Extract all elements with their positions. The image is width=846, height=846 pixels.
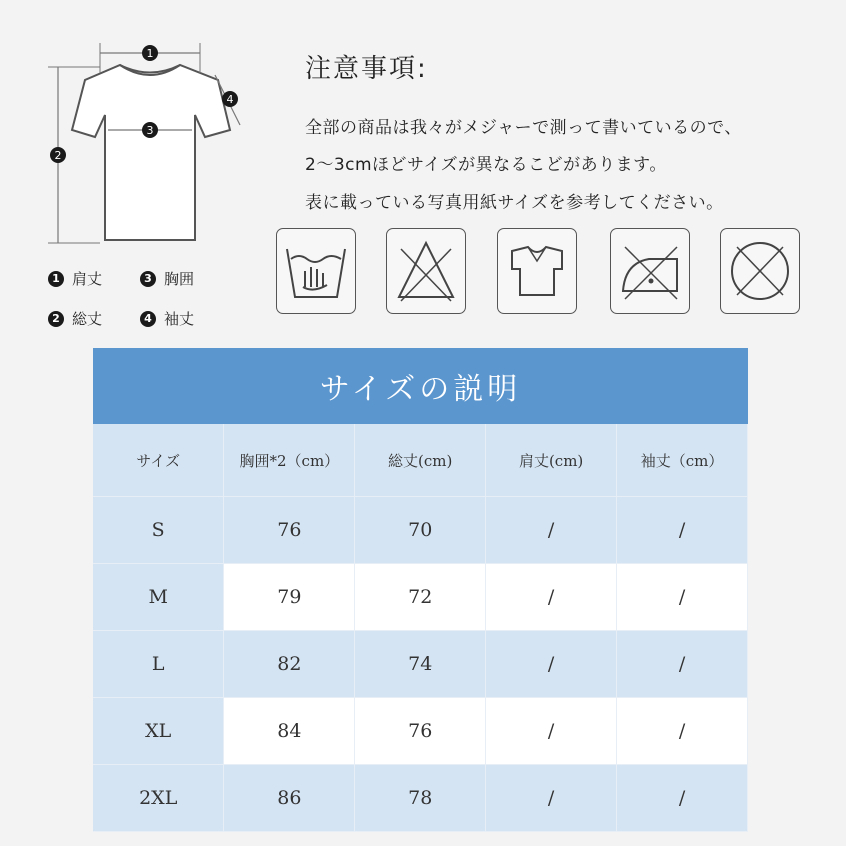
hand-wash-icon — [276, 228, 356, 314]
tshirt-measurement-diagram — [40, 35, 260, 255]
column-header: 総丈(cm) — [355, 424, 486, 497]
table-cell: / — [486, 564, 617, 631]
table-cell: 84 — [224, 698, 355, 765]
legend-item-sleeve — [140, 308, 194, 329]
table-cell: L — [93, 631, 224, 698]
table-cell: XL — [93, 698, 224, 765]
legend-item-shoulder — [48, 268, 102, 289]
svg-text:1: 1 — [146, 47, 154, 60]
size-table — [93, 348, 748, 842]
table-row — [93, 564, 748, 631]
legend-label: 胸囲 — [164, 270, 195, 288]
legend-number: 1 — [48, 271, 64, 287]
legend-item-chest — [140, 268, 194, 289]
table-cell: 86 — [224, 765, 355, 832]
table-cell: 78 — [355, 765, 486, 832]
table-row — [93, 698, 748, 765]
table-cell: 2XL — [93, 765, 224, 832]
svg-text:2: 2 — [54, 149, 62, 162]
legend-label: 袖丈 — [164, 310, 195, 328]
table-row — [93, 765, 748, 832]
table-cell: 79 — [224, 564, 355, 631]
table-cell: / — [617, 765, 748, 832]
svg-text:4: 4 — [226, 93, 234, 106]
marker-2 — [50, 147, 66, 163]
table-cell: 76 — [224, 497, 355, 564]
table-cell: / — [486, 631, 617, 698]
svg-text:3: 3 — [146, 124, 154, 137]
legend-number: 2 — [48, 311, 64, 327]
table-cell: M — [93, 564, 224, 631]
table-cell: / — [486, 497, 617, 564]
table-cell: 70 — [355, 497, 486, 564]
column-header: 肩丈(cm) — [486, 424, 617, 497]
table-cell: / — [617, 564, 748, 631]
legend-number: 4 — [140, 311, 156, 327]
table-cell: 74 — [355, 631, 486, 698]
legend-label: 肩丈 — [72, 270, 103, 288]
no-bleach-icon — [386, 228, 466, 314]
table-cell: / — [617, 497, 748, 564]
dry-flat-icon — [497, 228, 577, 314]
notice-line: 表に載っている写真用紙サイズを参考してください。 — [305, 193, 724, 213]
measurement-legend — [48, 268, 248, 338]
table-row — [93, 497, 748, 564]
legend-number: 3 — [140, 271, 156, 287]
column-header: 袖丈（cm） — [617, 424, 748, 497]
no-tumble-dry-icon — [720, 228, 800, 314]
table-cell: 76 — [355, 698, 486, 765]
legend-item-length — [48, 308, 102, 329]
marker-4 — [222, 91, 238, 107]
table-cell: / — [617, 631, 748, 698]
table-cell: 82 — [224, 631, 355, 698]
size-table-title: サイズの説明 — [93, 348, 748, 424]
notice-title: 注意事項: — [305, 54, 428, 84]
table-cell: / — [486, 698, 617, 765]
table-row — [93, 631, 748, 698]
notice-line: 2〜3cmほどサイズが異なるこどがあります。 — [305, 155, 667, 175]
tshirt-outline-icon — [40, 35, 260, 255]
table-header-row — [93, 424, 748, 497]
column-header: 胸囲*2（cm） — [224, 424, 355, 497]
table-cell: S — [93, 497, 224, 564]
column-header: サイズ — [93, 424, 224, 497]
marker-3 — [142, 122, 158, 138]
legend-label: 総丈 — [72, 310, 103, 328]
no-iron-icon — [610, 228, 690, 314]
notice-line: 全部の商品は我々がメジャーで測って書いているので、 — [305, 118, 742, 138]
table-cell: / — [486, 765, 617, 832]
table-cell: 72 — [355, 564, 486, 631]
table-cell: / — [617, 698, 748, 765]
size-table-grid — [93, 424, 748, 832]
marker-1 — [142, 45, 158, 61]
